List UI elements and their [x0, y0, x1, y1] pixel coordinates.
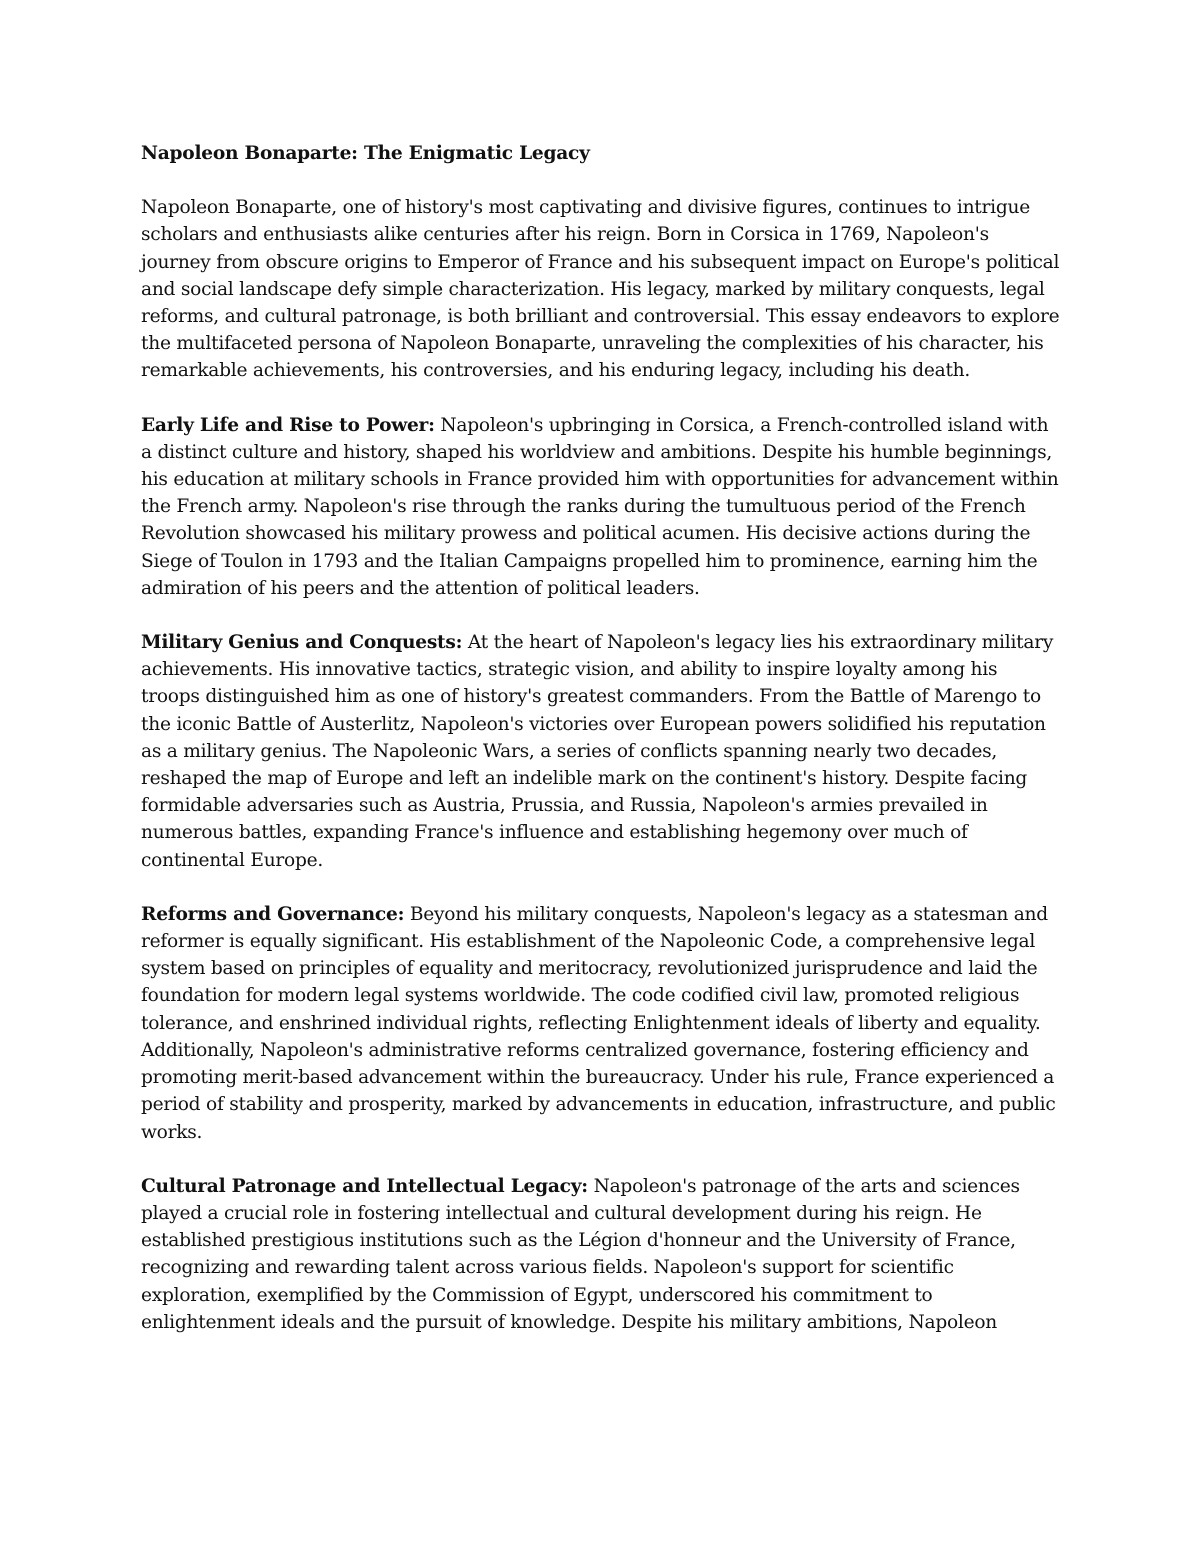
section-heading: Cultural Patronage and Intellectual Legacy:	[141, 1175, 588, 1197]
section-reforms	[141, 901, 1061, 1146]
section-body: At the heart of Napoleon's legacy lies his extraordinary military achievements. His innovative tactics, strategic vision, and ability to inspire loyalty among his troops distinguished him as one of history's greatest commanders. From the Battle of Marengo to the iconic Battle of Austerlitz, Napoleon's victories over European powers solidified his reputation as a military genius. The Napoleonic Wars, a series of conflicts spanning nearly two decades, reshaped the map of Europe and left an indelible mark on the continent's history. Despite facing formidable adversaries such as Austria, Prussia, and Russia, Napoleon's armies prevailed in numerous battles, expanding France's influence and establishing hegemony over much of continental Europe.	[141, 632, 1054, 871]
document-page	[141, 140, 1061, 1363]
section-early-life	[141, 412, 1061, 602]
section-body: Napoleon's upbringing in Corsica, a French-controlled island with a distinct culture and history, shaped his worldview and ambitions. Despite his humble beginnings, his education at military schools in France provided him with opportunities for advancement within the French army. Napoleon's rise through the ranks during the tumultuous period of the French Revolution showcased his military prowess and political acumen. His decisive actions during the Siege of Toulon in 1793 and the Italian Campaigns propelled him to prominence, earning him the admiration of his peers and the attention of political leaders.	[141, 414, 1059, 599]
section-body: Napoleon's patronage of the arts and sciences played a crucial role in fostering intellectual and cultural development during his reign. He established prestigious institutions such as the Légion d'honneur and the University of France, recognizing and rewarding talent across various fields. Napoleon's support for scientific exploration, exemplified by the Commission of Egypt, underscored his commitment to enlightenment ideals and the pursuit of knowledge. Despite his military ambitions, Napoleon	[141, 1175, 1020, 1333]
document-title: Napoleon Bonaparte: The Enigmatic Legacy	[141, 143, 590, 164]
section-military	[141, 629, 1061, 874]
section-heading: Early Life and Rise to Power:	[141, 414, 435, 436]
section-cultural	[141, 1173, 1061, 1336]
section-heading: Reforms and Governance:	[141, 903, 405, 925]
intro-paragraph: Napoleon Bonaparte, one of history's most captivating and divisive figures, continues to intrigue scholars and enthusiasts alike centuries after his reign. Born in Corsica in 1769, Napoleon's journey from obscure origins to Emperor of France and his subsequent impact on Europe's political and social landscape defy simple characterization. His legacy, marked by military conquests, legal reforms, and cultural patronage, is both brilliant and controversial. This essay endeavors to explore the multifaceted persona of Napoleon Bonaparte, unraveling the complexities of his character, his remarkable achievements, his controversies, and his enduring legacy, including his death.	[141, 197, 1060, 382]
section-heading: Military Genius and Conquests:	[141, 632, 463, 654]
section-body: Beyond his military conquests, Napoleon's legacy as a statesman and reformer is equally significant. His establishment of the Napoleonic Code, a comprehensive legal system based on principles of equality and meritocracy, revolutionized jurisprudence and laid the foundation for modern legal systems worldwide. The code codified civil law, promoted religious tolerance, and enshrined individual rights, reflecting Enlightenment ideals of liberty and equality. Additionally, Napoleon's administrative reforms centralized governance, fostering efficiency and promoting merit-based advancement within the bureaucracy. Under his rule, France experienced a period of stability and prosperity, marked by advancements in education, infrastructure, and public works.	[141, 903, 1056, 1143]
